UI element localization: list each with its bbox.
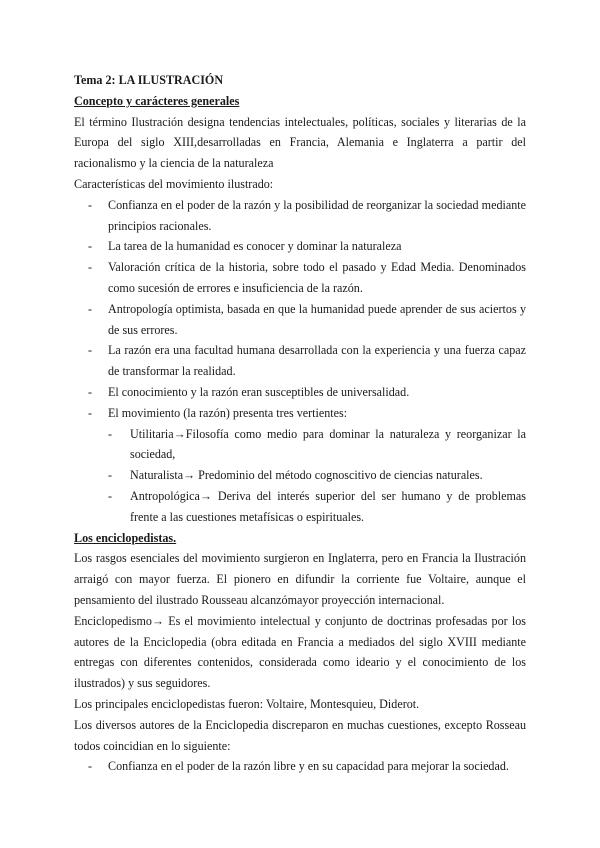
list-intro: Características del movimiento ilustrado: [74,176,274,191]
list-item: - Valoración crítica de la historia, sobre todo el pasado y Edad Media. Denominados como sucesión de errores e insuficiencia de la razón. [74,257,526,299]
document-title: Tema 2: LA ILUSTRACIÓN [74,73,224,87]
intro-paragraph: El término Ilustración designa tendencias intelectuales, políticas, sociales y literarias de la Europa del siglo XIII,desarrolladas en Francia, Alemania e Inglaterra a partir del racionalismo y la ciencia de la naturaleza [74,114,526,171]
paragraph: Los principales enciclopedistas fueron: Voltaire, Montesquieu, Diderot. [74,696,420,711]
coincidences-list [74,756,526,777]
paragraph: Enciclopedismo→ Es el movimiento intelectual y conjunto de doctrinas profesadas por los autores de la Enciclopedia (obra editada en Francia a mediados del siglo XVIII mediante entregas con diferentes contenidos, considerada como ideario y el conocimiento de los ilustrados) y sus seguidores. [74,613,526,691]
section-heading-concepto: Concepto y carácteres generales [74,93,240,108]
sub-list-item: - Utilitaria→Filosofía como medio para dominar la naturaleza y reorganizar la sociedad, [74,424,526,466]
list-item: - El movimiento (la razón) presenta tres vertientes: [74,403,526,424]
paragraph: Los diversos autores de la Enciclopedia discreparon en muchas cuestiones, excepto Rosseau todos coincidian en lo siguiente: [74,717,526,753]
list-item: - Confianza en el poder de la razón y la posibilidad de reorganizar la sociedad mediante principios racionales. [74,195,526,237]
sub-list-item: - Antropológica→ Deriva del interés superior del ser humano y de problemas frente a las cuestiones metafísicas o espirituales. [74,486,526,528]
page-content [74,70,526,777]
characteristics-list [74,195,526,424]
list-item: - La razón era una facultad humana desarrollada con la experiencia y una fuerza capaz de transformar la realidad. [74,340,526,382]
list-item: - Confianza en el poder de la razón libre y en su capacidad para mejorar la sociedad. [74,756,526,777]
vertientes-list [74,424,526,528]
list-item: - Antropología optimista, basada en que la humanidad puede aprender de sus aciertos y de sus errores. [74,299,526,341]
list-item: - La tarea de la humanidad es conocer y dominar la naturaleza [74,236,526,257]
list-item: - El conocimiento y la razón eran susceptibles de universalidad. [74,382,526,403]
section-heading-enciclopedistas: Los enciclopedistas. [74,530,177,545]
sub-list-item: - Naturalista→ Predominio del método cognoscitivo de ciencias naturales. [74,465,526,486]
paragraph: Los rasgos esenciales del movimiento surgieron en Inglaterra, pero en Francia la Ilustración arraigó con mayor fuerza. El pionero en difundir la corriente fue Voltaire, aunque el pensamiento del ilustrado Rousseau alcanzómayor proyección internacional. [74,551,526,607]
